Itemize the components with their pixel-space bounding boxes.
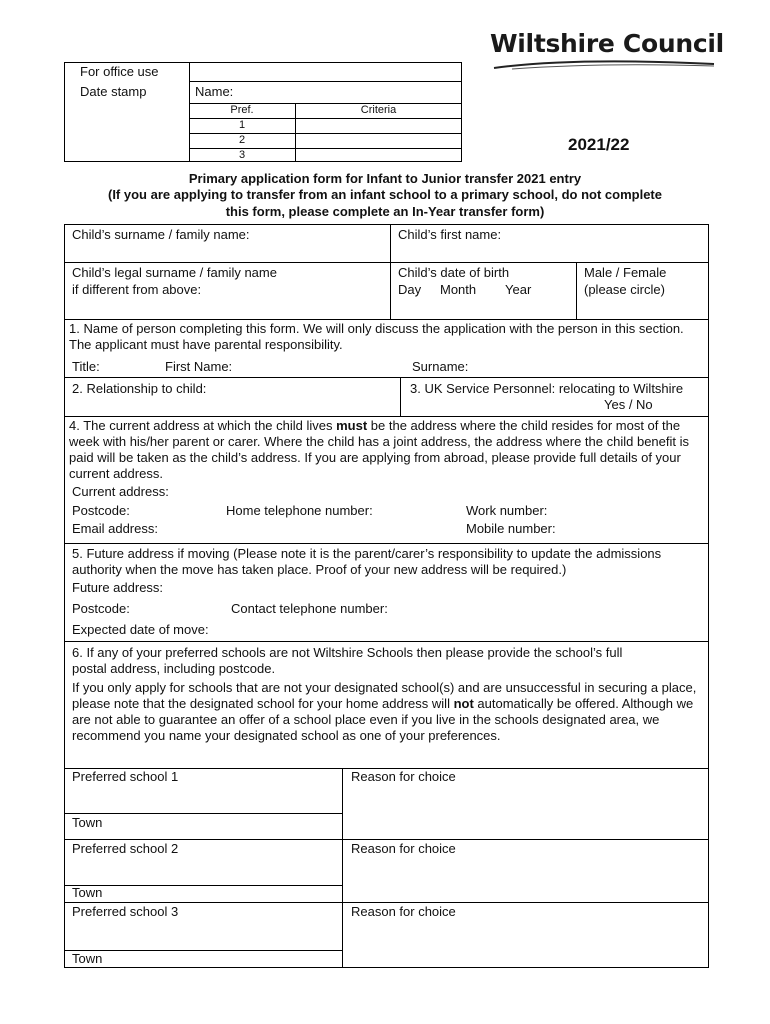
- section6-text: 6. If any of your preferred schools are not Wiltshire Schools then please provide the school’s full postal address, including postcode.: [72, 645, 623, 676]
- form-year: 2021/22: [568, 135, 630, 154]
- preferred-school-1-town-field[interactable]: [110, 815, 340, 837]
- dob-month-label[interactable]: Month: [440, 282, 477, 297]
- applicant-surname-label: Surname:: [412, 359, 469, 374]
- applicant-title-label: Title:: [72, 359, 100, 374]
- applicant-first-name-label: First Name:: [165, 359, 233, 374]
- child-surname-field[interactable]: [65, 244, 389, 261]
- contact-phone-field[interactable]: [406, 601, 706, 618]
- preferred-school-1-field[interactable]: [65, 786, 341, 812]
- for-office-use-label: For office use: [80, 64, 159, 79]
- move-date-label: Expected date of move:: [72, 622, 209, 637]
- date-stamp-label: Date stamp: [80, 84, 147, 99]
- pref-row-3: 3: [238, 149, 246, 161]
- section6-designated-text: If you only apply for schools that are not your designated school(s) and are unsuccessful in securing a place, please note that the designated school for your home address will not automatically be offered. Although we are not able to guarantee an offer of a school place even if you live in the schools designated area, we recommend you name your designated school as one of your preferences.: [72, 680, 697, 743]
- preferred-school-3-town-field[interactable]: [110, 951, 340, 967]
- preferred-school-3-town-label: Town: [72, 951, 103, 966]
- applicant-title-field[interactable]: [110, 358, 160, 376]
- legal-surname-label-line2: if different from above:: [72, 282, 202, 297]
- preferred-school-3-reason-label: Reason for choice: [351, 904, 456, 919]
- preferred-school-2-label: Preferred school 2: [72, 841, 179, 856]
- applicant-first-name-field[interactable]: [245, 358, 405, 376]
- form-title-line2: (If you are applying to transfer from an infant school to a primary school, do not complete: [107, 187, 662, 202]
- preferred-school-2-town-label: Town: [72, 885, 103, 900]
- preferred-school-2-town-field[interactable]: [110, 886, 340, 902]
- email-field[interactable]: [170, 521, 460, 538]
- current-address-label: Current address:: [72, 484, 169, 499]
- current-postcode-field[interactable]: [140, 503, 225, 520]
- current-address-field[interactable]: [180, 484, 705, 501]
- pref-header: Pref.: [230, 104, 254, 116]
- mobile-number-field[interactable]: [566, 521, 706, 538]
- council-logo: Wiltshire Council: [490, 29, 724, 58]
- preferred-school-1-town-label: Town: [72, 815, 103, 830]
- section1-text: 1. Name of person completing this form. We will only discuss the application with the person in this section. The applicant must have parental responsibility.: [69, 321, 684, 352]
- logo-swoosh-icon: [492, 58, 717, 72]
- dob-day-label[interactable]: Day: [398, 282, 422, 297]
- section4-text: 4. The current address at which the child lives must be the address where the child resides for most of the week with his/her parent or carer. Where the child has a joint address, the address where the child benefit is paid will be taken as the child’s address. If you are applying from abroad, please provide full details of your current address.: [69, 418, 689, 481]
- dob-label: Child’s date of birth: [398, 265, 510, 280]
- preferred-school-3-label: Preferred school 3: [72, 904, 179, 919]
- preferred-school-2-field[interactable]: [65, 858, 341, 884]
- future-postcode-field[interactable]: [140, 601, 228, 618]
- pref-row-1: 1: [238, 119, 246, 131]
- home-phone-field[interactable]: [390, 503, 462, 520]
- preferred-school-1-reason-field[interactable]: [343, 786, 708, 838]
- gender-options[interactable]: Male / Female: [584, 265, 667, 280]
- work-number-field[interactable]: [560, 503, 705, 520]
- future-address-label: Future address:: [72, 580, 164, 595]
- work-number-label: Work number:: [466, 503, 548, 518]
- current-postcode-label: Postcode:: [72, 503, 130, 518]
- future-postcode-label: Postcode:: [72, 601, 130, 616]
- legal-surname-label-line1: Child’s legal surname / family name: [72, 265, 277, 280]
- child-first-name-field[interactable]: [391, 244, 708, 261]
- service-personnel-label: 3. UK Service Personnel: relocating to Wiltshire: [410, 381, 684, 396]
- preferred-school-2-reason-label: Reason for choice: [351, 841, 456, 856]
- pref-row-2: 2: [238, 134, 246, 146]
- preferred-school-1-label: Preferred school 1: [72, 769, 179, 784]
- relationship-label: 2. Relationship to child:: [72, 381, 207, 396]
- preferred-school-1-reason-label: Reason for choice: [351, 769, 456, 784]
- office-name-label: Name:: [195, 84, 234, 99]
- form-title-line3: this form, please complete an In-Year transfer form): [225, 204, 545, 219]
- section5-text: 5. Future address if moving (Please note it is the parent/carer’s responsibility to update the admissions authority when the move has taken place. Proof of your new address will be required.): [72, 546, 662, 577]
- contact-phone-label: Contact telephone number:: [231, 601, 388, 616]
- child-surname-label: Child’s surname / family name:: [72, 227, 250, 242]
- move-date-field[interactable]: [225, 622, 425, 639]
- child-first-name-label: Child’s first name:: [398, 227, 502, 242]
- dob-year-label[interactable]: Year: [505, 282, 532, 297]
- applicant-surname-field[interactable]: [476, 358, 706, 376]
- email-label: Email address:: [72, 521, 158, 536]
- service-yes-no[interactable]: Yes / No: [604, 397, 653, 412]
- legal-surname-field[interactable]: [65, 300, 389, 318]
- future-address-field[interactable]: [175, 580, 705, 597]
- preferred-school-3-reason-field[interactable]: [343, 921, 708, 967]
- gender-hint: (please circle): [584, 282, 665, 297]
- form-title-line1: Primary application form for Infant to Junior transfer 2021 entry: [188, 171, 582, 186]
- home-phone-label: Home telephone number:: [226, 503, 373, 518]
- mobile-number-label: Mobile number:: [466, 521, 556, 536]
- relationship-field[interactable]: [65, 398, 399, 415]
- criteria-header: Criteria: [360, 104, 397, 116]
- preferred-school-3-field[interactable]: [65, 921, 341, 949]
- preferred-school-2-reason-field[interactable]: [343, 858, 708, 901]
